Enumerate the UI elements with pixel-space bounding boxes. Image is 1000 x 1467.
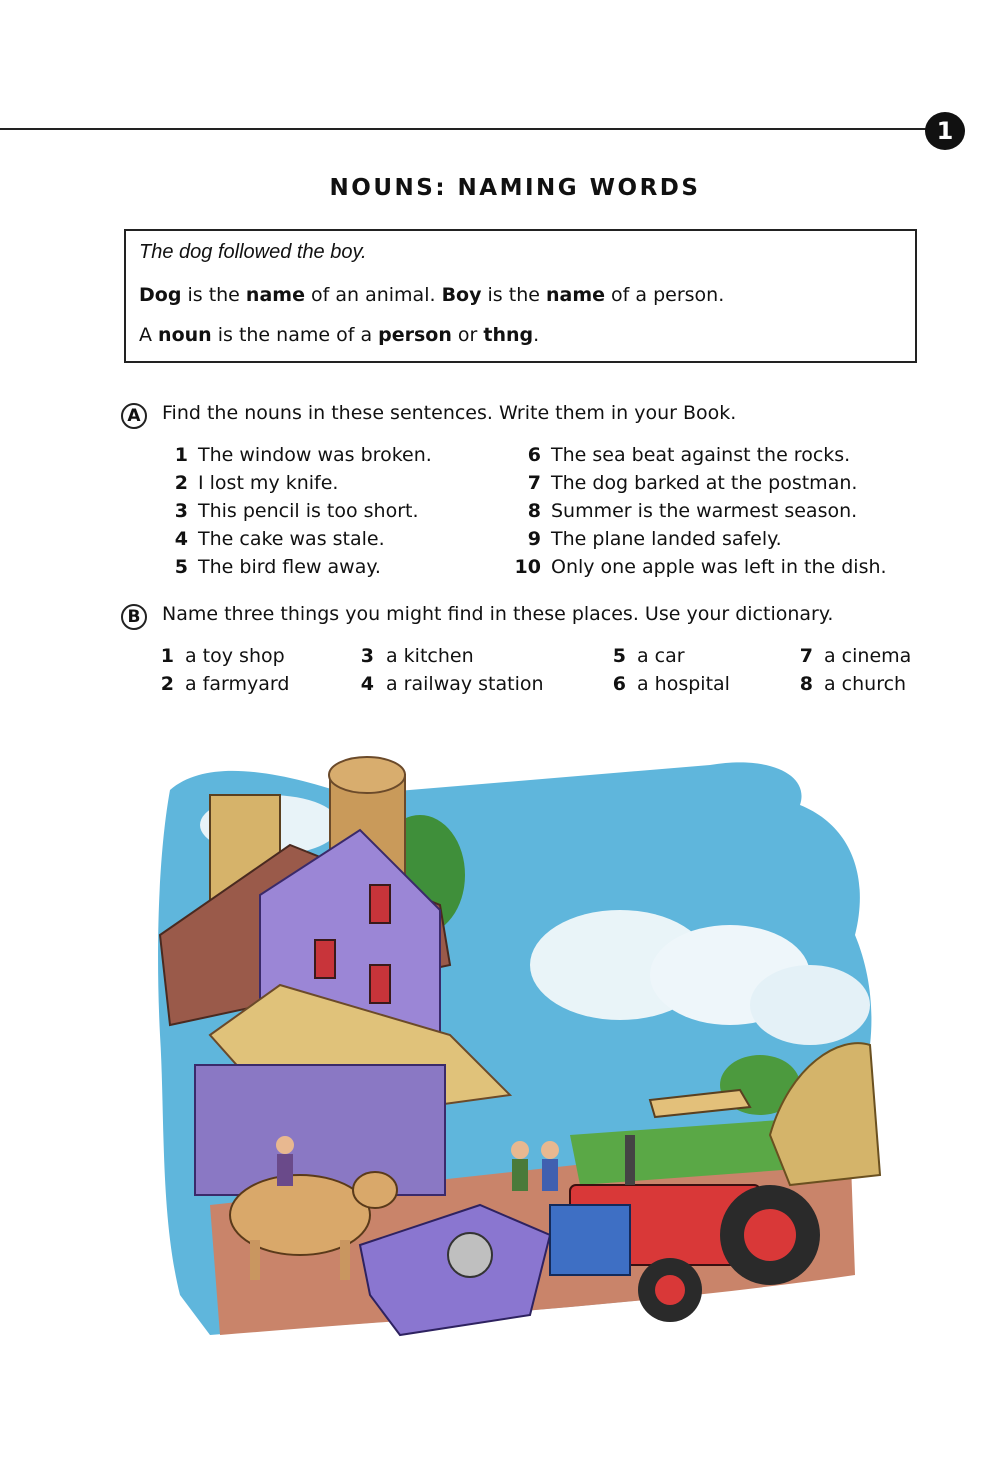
list-item: The plane landed safely.	[551, 528, 782, 550]
shed	[195, 1065, 445, 1195]
list-item: a farmyard	[185, 673, 290, 695]
farmer	[277, 1154, 293, 1186]
list-item: I lost my knife.	[198, 472, 339, 494]
list-item: a cinema	[824, 645, 912, 667]
list-item: Only one apple was left in the dish.	[551, 556, 887, 578]
list-item-number: 7	[527, 472, 541, 494]
list-item-number: 3	[360, 645, 374, 667]
farmer	[542, 1159, 558, 1191]
list-item-number: 6	[612, 673, 626, 695]
silo-top	[329, 757, 405, 793]
farmer-head	[541, 1141, 559, 1159]
rule-line-2	[139, 284, 724, 306]
farmer-head	[511, 1141, 529, 1159]
bold-term: thng	[483, 324, 534, 346]
list-item: The window was broken.	[198, 444, 432, 466]
tractor-grille	[550, 1205, 630, 1275]
list-item-number: 3	[174, 500, 188, 522]
page-title: NOUNS: NAMING WORDS	[329, 175, 701, 201]
rule-text: is the name of a	[211, 324, 379, 346]
list-item-number: 8	[799, 673, 813, 695]
exercise-a-instruction: Find the nouns in these sentences. Write them in your Book.	[162, 402, 737, 424]
farmer	[512, 1159, 528, 1191]
cow-leg	[250, 1240, 260, 1280]
list-item-number: 1	[174, 444, 188, 466]
bold-term: Boy	[441, 284, 482, 306]
list-item: a hospital	[637, 673, 730, 695]
list-item-number: 4	[174, 528, 188, 550]
rule-text: of an animal.	[304, 284, 442, 306]
cow-leg	[340, 1240, 350, 1280]
example-sentence: The dog followed the boy.	[139, 241, 367, 263]
list-item: Summer is the warmest season.	[551, 500, 858, 522]
list-item: The bird flew away.	[198, 556, 381, 578]
rule-line-3	[139, 324, 539, 346]
farmyard-illustration	[150, 735, 890, 1340]
tractor-exhaust	[625, 1135, 635, 1185]
list-item-number: 1	[160, 645, 174, 667]
tractor-rear-hub	[744, 1209, 796, 1261]
list-item: a toy shop	[185, 645, 285, 667]
exercise-a-label: A	[121, 403, 147, 429]
list-item: a church	[824, 673, 907, 695]
list-item-number: 7	[799, 645, 813, 667]
list-item: a kitchen	[386, 645, 474, 667]
list-item-number: 5	[174, 556, 188, 578]
rule-text: .	[533, 324, 540, 346]
list-item-number: 2	[160, 673, 174, 695]
list-item-number: 4	[360, 673, 374, 695]
window	[315, 940, 335, 978]
exercise-b-label: B	[121, 604, 147, 630]
list-item-number: 10	[514, 556, 541, 578]
list-item-number: 9	[527, 528, 541, 550]
list-item-number: 5	[612, 645, 626, 667]
list-item-number: 6	[527, 444, 541, 466]
exercise-b-instruction: Name three things you might find in these places. Use your dictionary.	[162, 603, 834, 625]
cow-head	[353, 1172, 397, 1208]
harvester-wheel	[448, 1233, 492, 1277]
bold-term: name	[245, 284, 305, 306]
rule-text: of a person.	[605, 284, 725, 306]
list-item-number: 2	[174, 472, 188, 494]
bold-term: person	[378, 324, 452, 346]
tractor-front-hub	[655, 1275, 685, 1305]
list-item: a car	[637, 645, 685, 667]
list-item: a railway station	[386, 673, 544, 695]
rule-text: is the	[481, 284, 546, 306]
list-item: This pencil is too short.	[198, 500, 419, 522]
list-item: The sea beat against the rocks.	[551, 444, 851, 466]
cloud	[750, 965, 870, 1045]
list-item: The dog barked at the postman.	[551, 472, 858, 494]
window	[370, 965, 390, 1003]
farmer-head	[276, 1136, 294, 1154]
rule-text: A	[139, 324, 159, 346]
bold-term: noun	[158, 324, 212, 346]
window	[370, 885, 390, 923]
rule-box	[124, 229, 917, 363]
header-rule	[0, 128, 935, 130]
bold-term: Dog	[139, 284, 182, 306]
bold-term: name	[545, 284, 606, 306]
list-item: The cake was stale.	[198, 528, 385, 550]
rule-text: is the	[181, 284, 246, 306]
page-number-badge: 1	[925, 112, 965, 150]
list-item-number: 8	[527, 500, 541, 522]
rule-text: or	[451, 324, 484, 346]
